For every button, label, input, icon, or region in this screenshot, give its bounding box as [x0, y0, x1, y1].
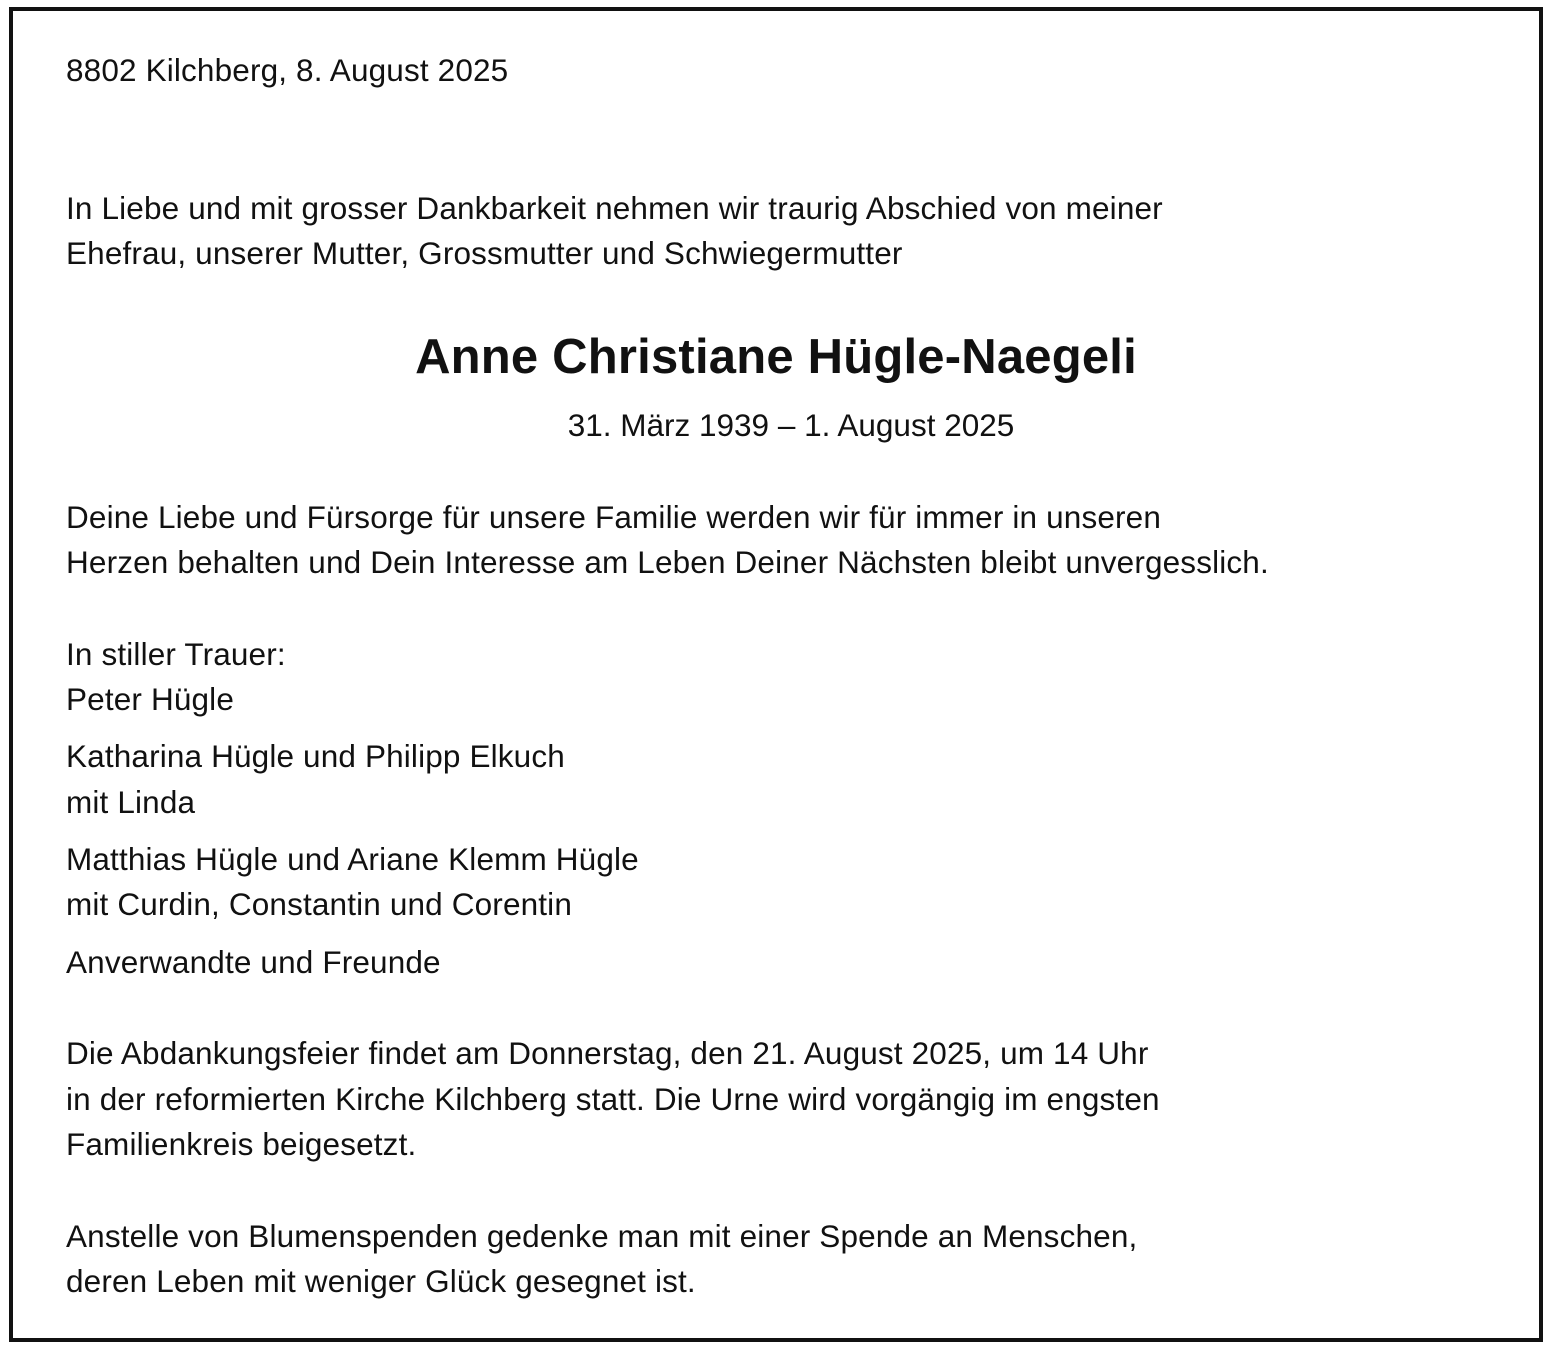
donation-line-1: Anstelle von Blumenspenden gedenke man mit einer Spende an Menschen, [66, 1218, 1138, 1254]
life-dates: 31. März 1939 – 1. August 2025 [567, 407, 1015, 443]
mourner-matthias: Matthias Hügle und Ariane Klemm Hügle [66, 841, 639, 877]
deceased-name: Anne Christiane Hügle-Naegeli [415, 330, 1137, 384]
mourners-heading: In stiller Trauer: [66, 636, 286, 672]
intro-line-2: Ehefrau, unserer Mutter, Grossmutter und Schwiegermutter [66, 235, 903, 271]
mourner-relatives: Anverwandte und Freunde [66, 944, 441, 980]
service-line-3: Familienkreis beigesetzt. [66, 1126, 417, 1162]
mourner-peter: Peter Hügle [66, 681, 234, 717]
donation-line-2: deren Leben mit weniger Glück gesegnet ist. [66, 1263, 696, 1299]
intro-line-1: In Liebe und mit grosser Dankbarkeit nehmen wir traurig Abschied von meiner [66, 190, 1163, 226]
mourner-katharina: Katharina Hügle und Philipp Elkuch [66, 738, 565, 774]
mourner-matthias-children: mit Curdin, Constantin und Corentin [66, 886, 573, 922]
service-line-1: Die Abdankungsfeier findet am Donnerstag, den 21. August 2025, um 14 Uhr [66, 1035, 1149, 1071]
place-date: 8802 Kilchberg, 8. August 2025 [66, 52, 509, 88]
service-line-2: in der reformierten Kirche Kilchberg statt. Die Urne wird vorgängig im engsten [66, 1081, 1160, 1117]
mourner-katharina-child: mit Linda [66, 784, 196, 820]
tribute-line-2: Herzen behalten und Dein Interesse am Leben Deiner Nächsten bleibt unvergesslich. [66, 544, 1269, 580]
tribute-line-1: Deine Liebe und Fürsorge für unsere Familie werden wir für immer in unseren [66, 499, 1161, 535]
